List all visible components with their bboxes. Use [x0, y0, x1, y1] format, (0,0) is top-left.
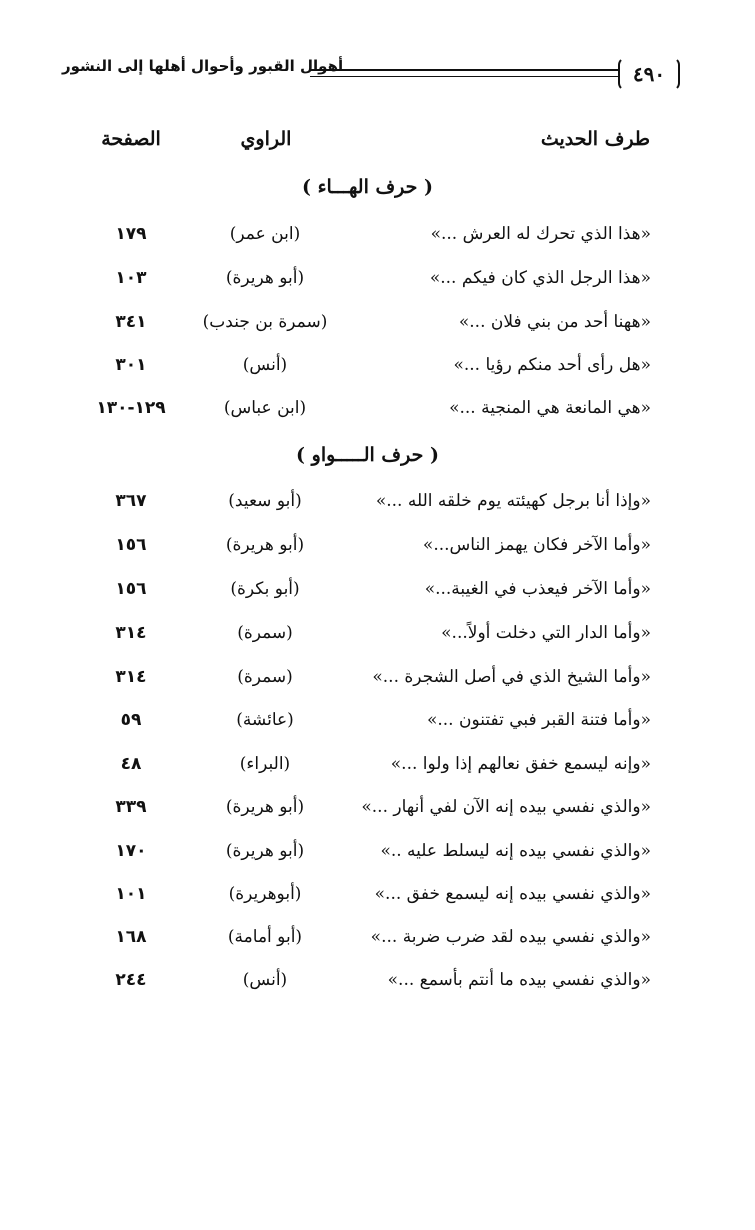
table-row [0, 398, 755, 428]
table-row [0, 491, 755, 521]
page-ref: ١٠١ [115, 884, 147, 904]
page-ref: ١٧٠ [115, 841, 147, 861]
table-row [0, 623, 755, 653]
column-header-hadith: طرف الحديث [540, 128, 650, 150]
page-ref: ٣٦٧ [115, 491, 147, 511]
hadith-text: «والذي نفسي بيده إنه ليسمع خفق ...» [374, 884, 651, 904]
page-ref: ٣٠١ [115, 355, 147, 375]
header-rule [310, 69, 618, 77]
page-ref: ١٦٨ [115, 927, 147, 947]
hadith-text: «والذي نفسي بيده إنه ليسلط عليه ..» [380, 841, 651, 861]
rawi-name: (أبو سعيد) [228, 491, 302, 511]
table-row [0, 224, 755, 254]
page-ref: ٣١٤ [115, 623, 147, 643]
hadith-text: «هذا الذي تحرك له العرش ...» [430, 224, 651, 244]
column-header-page: الصفحة [101, 128, 161, 150]
rawi-name: (عائشة) [236, 710, 294, 730]
hadith-text: «وأما الآخر فكان يهمز الناس...» [422, 535, 651, 555]
rawi-name: (البراء) [239, 754, 291, 774]
hadith-text: «هذا الرجل الذي كان فيكم ...» [429, 268, 651, 288]
table-row [0, 797, 755, 827]
rawi-name: (أنس) [242, 970, 288, 990]
hadith-text: «هل رأى أحد منكم رؤيا ...» [453, 355, 651, 375]
page-header [62, 55, 680, 91]
column-header-rawi: الراوي [240, 128, 292, 150]
rawi-name: (أبو هريرة) [225, 268, 305, 288]
page-number: ٤٩٠ [618, 57, 680, 91]
table-row [0, 355, 755, 385]
hadith-text: «وإذا أنا برجل كهيئته يوم خلقه الله ...» [375, 491, 651, 511]
table-row [0, 268, 755, 298]
rawi-name: (أبو بكرة) [230, 579, 300, 599]
rawi-name: (سمرة) [237, 667, 293, 687]
rawi-name: (ابن عباس) [223, 398, 307, 418]
page-ref: ٤٨ [120, 754, 142, 774]
hadith-text: «وأما فتنة القبر فبي تفتنون ...» [426, 710, 651, 730]
hadith-text: «هي المانعة هي المنجية ...» [449, 398, 651, 418]
table-row [0, 841, 755, 871]
hadith-text: «وإنه ليسمع خفق نعالهم إذا ولوا ...» [390, 754, 651, 774]
column-headers [0, 128, 755, 158]
page-ref: ١٥٦ [115, 579, 147, 599]
hadith-text: «وأما الشيخ الذي في أصل الشجرة ...» [372, 667, 651, 687]
table-row [0, 970, 755, 1000]
table-row [0, 710, 755, 740]
table-row [0, 579, 755, 609]
table-row [0, 884, 755, 914]
rawi-name: (أبو أمامة) [227, 927, 303, 947]
rawi-name: (سمرة) [237, 623, 293, 643]
rawi-name: (ابن عمر) [229, 224, 301, 244]
page-ref: ٣٤١ [115, 312, 147, 332]
table-row [0, 667, 755, 697]
rawi-name: (أنس) [242, 355, 288, 375]
page-ref: ١٥٦ [115, 535, 147, 555]
hadith-text: «والذي نفسي بيده إنه الآن لفي أنهار ...» [361, 797, 651, 817]
section-title-ha: ( حرف الهـــاء ) [301, 176, 433, 198]
rawi-name: (أبو هريرة) [225, 797, 305, 817]
hadith-text: «وأما الدار التي دخلت أولاً...» [441, 623, 651, 643]
rawi-name: (أبو هريرة) [225, 841, 305, 861]
table-row [0, 535, 755, 565]
hadith-text: «والذي نفسي بيده لقد ضرب ضربة ...» [370, 927, 651, 947]
page-ref: ٣٣٩ [115, 797, 147, 817]
table-row [0, 927, 755, 957]
hadith-text: «والذي نفسي بيده ما أنتم بأسمع ...» [387, 970, 651, 990]
hadith-text: «ههنا أحد من بني فلان ...» [458, 312, 651, 332]
page-ref: ٣١٤ [115, 667, 147, 687]
page-ref: ١٧٩ [115, 224, 147, 244]
rawi-name: (سمرة بن جندب) [202, 312, 328, 332]
table-row [0, 754, 755, 784]
running-title: أهوال القبور وأحوال أهلها إلى النشور [62, 57, 344, 75]
page-ref: ٢٤٤ [115, 970, 147, 990]
table-row [0, 312, 755, 342]
rawi-name: (أبو هريرة) [225, 535, 305, 555]
page-ref: ١٢٩-١٣٠ [96, 398, 166, 418]
rawi-name: (أبوهريرة) [228, 884, 302, 904]
hadith-text: «وأما الآخر فيعذب في الغيبة...» [424, 579, 651, 599]
page-ref: ٥٩ [120, 710, 142, 730]
page-ref: ١٠٣ [115, 268, 147, 288]
section-title-waw: ( حرف الـــــواو ) [296, 444, 439, 466]
